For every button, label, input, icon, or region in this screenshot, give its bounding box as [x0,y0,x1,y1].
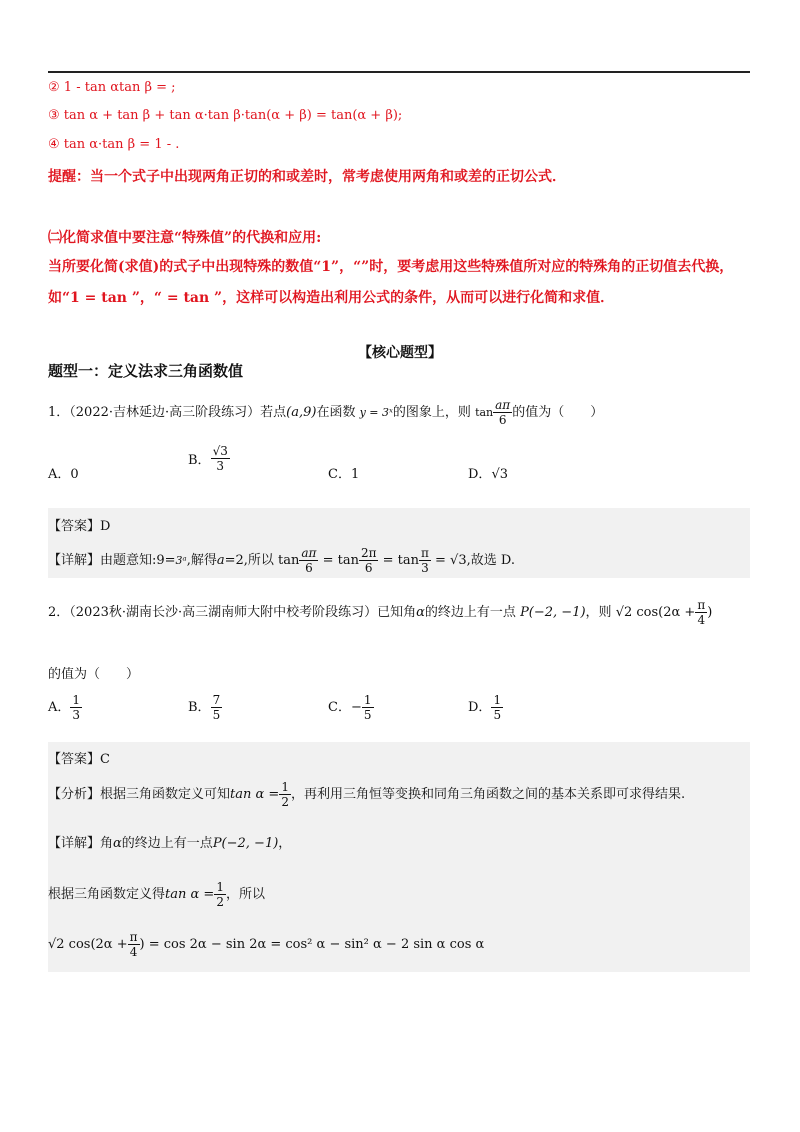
q2-option-b: B． $\frac{7}{5}$ [188,693,221,722]
question-1: 1．（2022·吉林延边·高三阶段练习）若点(a,9)在函数 y = 3ˣ的图象上，则 tan $\frac{a\pi}{6}$ 的值为（ ） [48,398,604,427]
section-title: 【核心题型】 [358,345,442,361]
special-value-text-1: 当所要化简(求值)的式子中出现特殊的数值“1”，“”时，要考虑用这些特殊值所对应的特殊角的正切值去代换， [48,259,734,275]
fraction: $\frac{a\pi}{6}$ [495,398,511,427]
q2-option-a: A． $\frac{1}{3}$ [48,693,81,722]
q1-detail: 【详解】由题意知:9=3ᵃ,解得a=2,所以 tan $\frac{a\pi}{6}$ = tan $\frac{2\pi}{6}$ = tan $\frac{\pi}{3}$ = √3,故选 D. [48,546,515,575]
type-heading: 题型一：定义法求三角函数值 [48,362,244,380]
q1-option-a: A．0 [48,467,79,482]
q1-answer: 【答案】D [48,519,111,534]
special-value-heading: ㈡化简求值中要注意“特殊值”的代换和应用: [48,230,322,246]
q2-detail-1: 【详解】角α的终边上有一点P(−2, −1)， [48,836,292,851]
q2-analysis: 【分析】根据三角函数定义可知tan α = $\frac{1}{2}$ ，再利用三角恒等变换和同角三角函数之间的基本关系即可求得结果. [48,780,686,809]
special-value-text-2: 如“1 = tan ”，“ = tan ”，这样可以构造出利用公式的条件，从而可以进行化简和求值． [48,290,615,306]
question-2-line-2: 的值为（ ） [48,667,140,682]
formula-line-4: ④ tan α·tan β = 1 - . [48,137,180,152]
q1-option-b: B． $\frac{√3}{3}$ [188,444,228,473]
formula-line-3: ③ tan α + tan β + tan α·tan β·tan(α + β) = tan(α + β); [48,108,403,123]
q2-detail-2: 根据三角函数定义得tan α = $\frac{1}{2}$ ，所以 [48,880,265,909]
q2-answer: 【答案】C [48,752,110,767]
header-rule [48,71,750,73]
q1-option-d: D．√3 [468,467,508,482]
q2-option-d: D． $\frac{1}{5}$ [468,693,502,722]
question-2: 2．（2023秋·湖南长沙·高三湖南师大附中校考阶段练习）已知角α的终边上有一点 P(−2, −1)，则 √2 cos(2α + $\frac{\pi}{4}$ ) [48,598,713,627]
q2-option-c: C．− $\frac{1}{5}$ [328,693,372,722]
q1-option-c: C．1 [328,467,360,482]
formula-line-2: ② 1 - tan αtan β = ; [48,80,176,95]
reminder-text: 提醒：当一个式子中出现两角正切的和或差时，常考虑使用两角和或差的正切公式． [48,169,566,185]
q2-detail-3: √2 cos(2α + $\frac{\pi}{4}$ ) = cos 2α − sin 2α = cos² α − sin² α − 2 sin α cos α [48,930,485,959]
